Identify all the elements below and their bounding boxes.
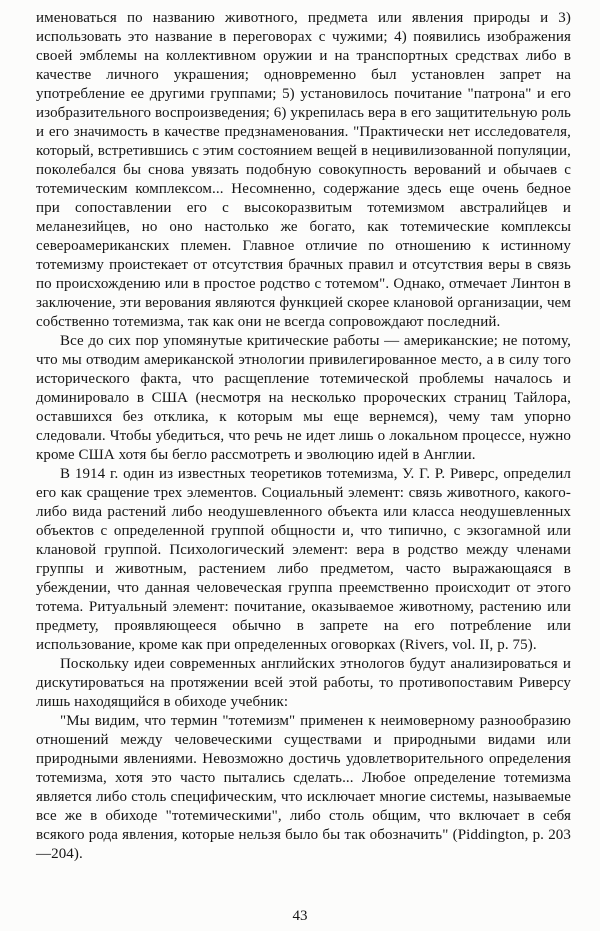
paragraph-rivers-definition: В 1914 г. один из известных теоретиков тотемизма, У. Г. Р. Риверс, определил его как сращение трех элементов. Социальный элемент: связь животного, какого-либо вида растений либо неодушевленного объекта или класса неодушевленных объектов с определенной группой общности и, что типично, с экзогамной или клановой группой. Психологический элемент: вера в родство между членами группы и животным, растением либо предметом, часто выражающаяся в убеждении, что данная человеческая группа преемственно происходит от этого тотема. Ритуальный элемент: почитание, оказываемое животному, растению или предмету, проявляющееся обычно в запрете на его потребление или использование, кроме как при определенных оговорках (Rivers, vol. II, p. 75). <box>36 466 571 653</box>
paragraph-continuation: именоваться по названию животного, предмета или явления природы и 3) использовать это название в переговорах с чужими; 4) появились изображения своей эмблемы на коллективном оружии и на транспортных средствах либо в качестве личного украшения; одновременно был установлен запрет на употребление ее другими группами; 5) установилось почитание "патрона" и его изобразительного воспроизведения; 6) укрепилась вера в его защитительную роль и его значимость в качестве предзнаменования. "Практически нет исследователя, который, встретившись с этим состоянием вещей в нецивилизованной популяции, поколебался бы снова увязать подобную совокупность верований и обычаев с тотемическим комплексом... Несомненно, содержание здесь еще очень бедное при сопоставлении его с высокоразвитым тотемизмом австралийцев и меланезийцев, но оно настолько же богато, как тотемические комплексы североамериканских племен. Главное отличие по отношению к истинному тотемизму проистекает от отсутствия брачных правил и отсутствия веры в связь по происхождению или в простое родство с тотемом". Однако, отмечает Линтон в заключение, эти верования являются функцией скорее клановой организации, чем собственно тотемизма, так как они не всегда сопровождают последний. <box>36 10 571 330</box>
paragraph-american-critical-works: Все до сих пор упомянутые критические работы — американские; не потому, что мы отводим американской этнологии привилегированное место, а в силу того исторического факта, что расщепление тотемической проблемы началось и доминировало в США (несмотря на несколько пророческих страниц Тайлора, оставшихся без отклика, к которым мы еще вернемся), чему там упорно следовали. Чтобы убедиться, что речь не идет лишь о локальном процессе, нужно кроме США хотя бы бегло рассмотреть и эволюцию идей в Англии. <box>36 333 571 463</box>
paragraph-piddington-quote: "Мы видим, что термин "тотемизм" применен к неимоверному разнообразию отношений между человеческими существами и природными видами или природными явлениями. Невозможно достичь удовлетворительного определения тотемизма, хотя это часто пытались сделать... Любое определение тотемизма является либо столь специфическим, что исключает многие системы, называемые все же в обиходе "тотемическими", либо столь общим, что включает в себя всякого рода явления, которые нельзя было бы так обозначить" (Piddington, p. 203—204). <box>36 713 571 862</box>
page-number: 43 <box>292 908 308 924</box>
paragraph-english-ethnologists: Поскольку идеи современных английских этнологов будут анализироваться и дискутироваться на протяжении всей этой работы, то противопоставим Риверсу лишь находящийся в обиходе учебник: <box>36 656 571 710</box>
